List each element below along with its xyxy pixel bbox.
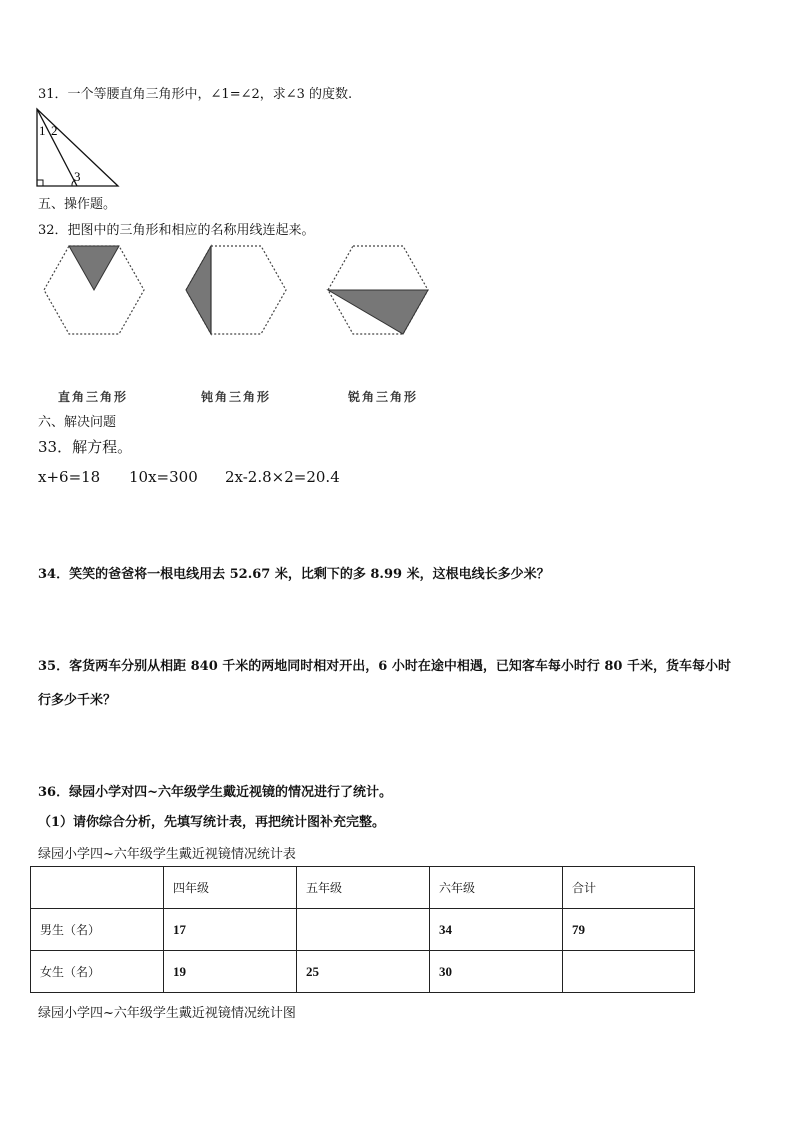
question-34: 34．笑笑的爸爸将一根电线用去 52.67 米，比剩下的多 8.99 米，这根电线长多少米？ (38, 567, 550, 582)
label-acute-triangle: 锐角三角形 (348, 390, 419, 404)
table-cell: 79 (563, 909, 695, 951)
angle-1-label: 1 (39, 123, 46, 138)
equation-3: 2x-2.8×2=20.4 (225, 468, 340, 486)
chart-title: 绿园小学四~六年级学生戴近视镜情况统计图 (38, 1006, 296, 1021)
label-right-triangle: 直角三角形 (58, 390, 129, 404)
question-36-line-2: （1）请你综合分析，先填写统计表，再把统计图补充完整。 (38, 815, 386, 830)
statistics-table (30, 866, 695, 993)
question-33: 33．解方程。 (38, 438, 133, 456)
equation-1: x+6=18 (38, 468, 101, 486)
table-header-row (31, 867, 695, 909)
hexagon-figure-1 (40, 244, 146, 336)
question-35-line-1: 35．客货两车分别从相距 840 千米的两地同时相对开出，6 小时在途中相遇，已知客车每小时行 80 千米，货车每小时 (38, 659, 731, 674)
angle-2-label: 2 (51, 123, 58, 138)
label-obtuse-triangle: 钝角三角形 (201, 390, 272, 404)
table-cell: 17 (164, 909, 297, 951)
table-cell: 25 (297, 951, 430, 993)
section-5-heading: 五、操作题。 (38, 197, 117, 212)
question-31: 31．一个等腰直角三角形中，∠1=∠2，求∠3 的度数. (38, 87, 353, 102)
question-35-line-2: 行多少千米？ (38, 693, 117, 708)
right-isosceles-triangle-figure (30, 106, 125, 190)
table-cell: 34 (430, 909, 563, 951)
table-cell (297, 909, 430, 951)
row-label: 男生（名） (31, 909, 164, 951)
table-cell: 19 (164, 951, 297, 993)
angle-3-label: 3 (74, 169, 81, 184)
table-row (31, 909, 695, 951)
table-cell (563, 951, 695, 993)
equation-2: 10x=300 (129, 468, 198, 486)
question-36-line-1: 36．绿园小学对四~六年级学生戴近视镜的情况进行了统计。 (38, 785, 392, 800)
table-header-cell: 合计 (563, 867, 695, 909)
hexagon-figure-3 (324, 244, 430, 336)
table-title: 绿园小学四~六年级学生戴近视镜情况统计表 (38, 847, 296, 862)
question-32: 32．把图中的三角形和相应的名称用线连起来。 (38, 223, 315, 238)
section-6-heading: 六、解决问题 (38, 415, 117, 430)
table-row (31, 951, 695, 993)
table-header-cell: 四年级 (164, 867, 297, 909)
row-label: 女生（名） (31, 951, 164, 993)
hexagon-figure-2 (182, 244, 288, 336)
table-header-cell: 五年级 (297, 867, 430, 909)
table-header-cell (31, 867, 164, 909)
table-header-cell: 六年级 (430, 867, 563, 909)
table-cell: 30 (430, 951, 563, 993)
